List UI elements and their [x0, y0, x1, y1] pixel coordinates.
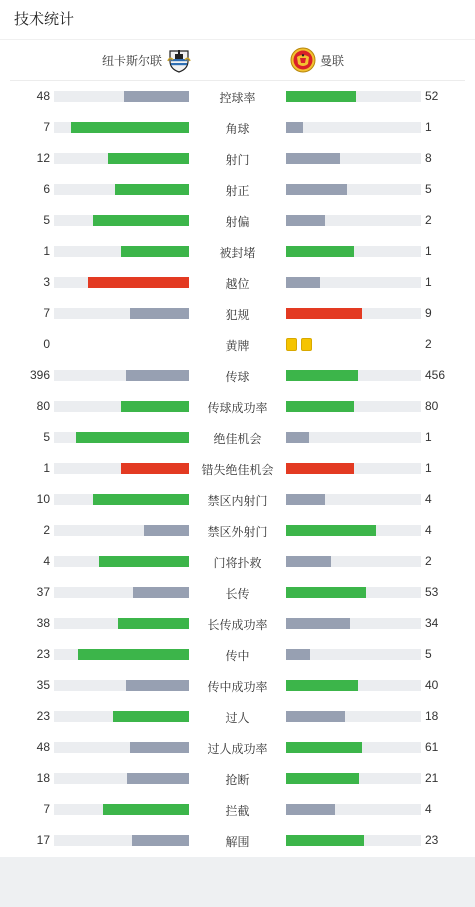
stat-label: 越位: [225, 277, 250, 291]
home-bar: [76, 432, 189, 443]
home-bar-track: [54, 153, 189, 164]
home-bar-track: [54, 432, 189, 443]
away-bar-track: [286, 587, 421, 598]
away-bar: [286, 804, 335, 815]
home-bar-track: [54, 711, 189, 722]
stat-row: [0, 112, 475, 143]
home-value: 17: [36, 833, 50, 847]
away-value: 1: [425, 244, 432, 258]
home-bar: [121, 463, 189, 474]
away-value: 18: [425, 709, 439, 723]
stat-label: 门将扑救: [213, 556, 262, 570]
home-bar: [88, 277, 189, 288]
home-bar-track: [54, 246, 189, 257]
home-bar: [126, 370, 189, 381]
stat-row: [0, 670, 475, 701]
away-bar-track: [286, 711, 421, 722]
home-value: 7: [43, 306, 50, 320]
away-bar-track: [286, 463, 421, 474]
away-bar-track: [286, 215, 421, 226]
stat-row: [0, 732, 475, 763]
home-value: 7: [43, 120, 50, 134]
away-value: 1: [425, 275, 432, 289]
home-bar-track: [54, 122, 189, 133]
stat-label: 禁区外射门: [207, 525, 268, 539]
away-bar: [286, 618, 350, 629]
home-bar-track: [54, 184, 189, 195]
away-bar: [286, 215, 325, 226]
stat-label: 传球成功率: [207, 401, 268, 415]
stat-label: 长传: [225, 587, 250, 601]
stat-label: 传中: [225, 649, 250, 663]
away-bar: [286, 835, 364, 846]
home-value: 48: [36, 740, 50, 754]
stat-label: 传球: [225, 370, 250, 384]
away-bar: [286, 370, 358, 381]
home-bar: [132, 835, 189, 846]
home-value: 37: [36, 585, 50, 599]
away-value: 53: [425, 585, 439, 599]
home-bar: [126, 680, 189, 691]
home-bar-track: [54, 308, 189, 319]
stat-row: [0, 453, 475, 484]
home-bar-track: [54, 525, 189, 536]
stat-row: [0, 608, 475, 639]
away-bar-track: [286, 556, 421, 567]
away-bar: [286, 277, 320, 288]
home-bar: [93, 494, 189, 505]
home-value: 38: [36, 616, 50, 630]
stat-label: 射正: [225, 184, 250, 198]
away-bar-track: [286, 91, 421, 102]
home-value: 23: [36, 709, 50, 723]
home-bar-track: [54, 835, 189, 846]
home-team-name: 纽卡斯尔联: [101, 53, 162, 68]
away-value: 1: [425, 120, 432, 134]
away-bar: [286, 246, 354, 257]
stat-row: [0, 577, 475, 608]
away-value: 1: [425, 461, 432, 475]
home-bar: [93, 215, 189, 226]
away-team-name: 曼联: [320, 53, 345, 68]
stat-row: [0, 515, 475, 546]
away-bar-track: [286, 494, 421, 505]
home-team[interactable]: [102, 47, 192, 73]
stat-row: [0, 267, 475, 298]
home-bar-track: [54, 401, 189, 412]
away-bar-track: [286, 804, 421, 815]
away-yellow-cards: [286, 338, 312, 351]
away-bar-track: [286, 525, 421, 536]
away-value: 52: [425, 89, 439, 103]
away-bar: [286, 308, 362, 319]
home-bar-track: [54, 618, 189, 629]
away-value: 23: [425, 833, 439, 847]
stat-label: 长传成功率: [207, 618, 268, 632]
away-value: 4: [425, 802, 432, 816]
away-bar-track: [286, 153, 421, 164]
home-bar-track: [54, 773, 189, 784]
stat-label: 绝佳机会: [213, 432, 262, 446]
home-bar: [103, 804, 189, 815]
stat-label: 射门: [225, 153, 250, 167]
home-bar: [144, 525, 189, 536]
away-value: 34: [425, 616, 439, 630]
home-value: 7: [43, 802, 50, 816]
home-bar: [78, 649, 189, 660]
home-value: 10: [36, 492, 50, 506]
stat-label: 黄牌: [225, 339, 250, 353]
stat-label: 控球率: [219, 91, 256, 105]
home-bar: [115, 184, 189, 195]
away-bar-track: [286, 246, 421, 257]
away-value: 61: [425, 740, 439, 754]
stat-label: 禁区内射门: [207, 494, 268, 508]
away-value: 80: [425, 399, 439, 413]
teams-header: [10, 40, 465, 81]
home-bar-track: [54, 804, 189, 815]
home-value: 35: [36, 678, 50, 692]
stat-label: 被封堵: [219, 246, 256, 260]
away-bar-track: [286, 773, 421, 784]
away-bar: [286, 525, 376, 536]
home-bar-track: [54, 91, 189, 102]
home-value: 5: [43, 430, 50, 444]
stat-label: 过人: [225, 711, 250, 725]
away-bar: [286, 153, 340, 164]
away-value: 2: [425, 213, 432, 227]
away-value: 21: [425, 771, 439, 785]
away-bar: [286, 556, 331, 567]
away-value: 9: [425, 306, 432, 320]
home-bar-track: [54, 680, 189, 691]
home-bar: [130, 742, 189, 753]
away-bar-track: [286, 680, 421, 691]
away-value: 1: [425, 430, 432, 444]
stat-row: [0, 205, 475, 236]
home-value: 1: [43, 244, 50, 258]
stat-row: [0, 701, 475, 732]
stat-row: [0, 236, 475, 267]
away-bar-track: [286, 370, 421, 381]
home-value: 12: [36, 151, 50, 165]
yellow-card-icon: [286, 338, 297, 351]
away-bar: [286, 401, 354, 412]
away-bar-track: [286, 308, 421, 319]
away-value: 4: [425, 523, 432, 537]
stat-row: [0, 763, 475, 794]
stat-row: [0, 391, 475, 422]
away-bar-track: [286, 618, 421, 629]
away-value: 456: [425, 368, 446, 382]
away-value: 2: [425, 554, 432, 568]
home-bar-track: [54, 587, 189, 598]
away-value: 4: [425, 492, 432, 506]
home-bar: [127, 773, 189, 784]
away-bar: [286, 649, 310, 660]
stat-row: [0, 639, 475, 670]
away-bar: [286, 463, 354, 474]
away-value: 5: [425, 182, 432, 196]
stat-label: 角球: [225, 122, 250, 136]
newcastle-crest-icon: [166, 47, 192, 73]
home-bar: [130, 308, 189, 319]
away-bar-track: [286, 649, 421, 660]
home-value: 23: [36, 647, 50, 661]
stat-label: 传中成功率: [207, 680, 268, 694]
home-value: 1: [43, 461, 50, 475]
stat-row: [0, 360, 475, 391]
home-bar-track: [54, 649, 189, 660]
away-bar: [286, 494, 325, 505]
away-team[interactable]: [290, 47, 344, 73]
away-value: 5: [425, 647, 432, 661]
home-value: 6: [43, 182, 50, 196]
away-value: 40: [425, 678, 439, 692]
away-bar: [286, 742, 362, 753]
home-bar: [133, 587, 189, 598]
home-bar: [99, 556, 189, 567]
stat-row: [0, 825, 475, 856]
home-bar-track: [54, 556, 189, 567]
stat-row: [0, 546, 475, 577]
away-bar-track: [286, 122, 421, 133]
stat-row: [0, 174, 475, 205]
home-bar: [113, 711, 189, 722]
away-bar: [286, 587, 366, 598]
away-bar-track: [286, 401, 421, 412]
away-bar: [286, 184, 347, 195]
home-value: 2: [43, 523, 50, 537]
away-bar: [286, 91, 356, 102]
stats-list: [0, 81, 475, 856]
away-bar: [286, 680, 358, 691]
home-bar-track: [54, 742, 189, 753]
stat-row: [0, 81, 475, 112]
away-bar: [286, 122, 303, 133]
stat-row: [0, 794, 475, 825]
stat-label: 拦截: [225, 804, 250, 818]
stat-label: 射偏: [225, 215, 250, 229]
stat-label: 犯规: [225, 308, 250, 322]
man-utd-crest-icon: [290, 47, 316, 73]
away-bar: [286, 773, 359, 784]
stat-row: [0, 329, 475, 360]
home-value: 18: [36, 771, 50, 785]
stat-label: 抢断: [225, 773, 250, 787]
stat-row: [0, 298, 475, 329]
away-bar-track: [286, 742, 421, 753]
stat-row: [0, 484, 475, 515]
stat-label: 错失绝佳机会: [201, 463, 274, 477]
home-value: 396: [29, 368, 50, 382]
home-bar-track: [54, 370, 189, 381]
home-value: 4: [43, 554, 50, 568]
home-value: 5: [43, 213, 50, 227]
away-bar-track: [286, 432, 421, 443]
page-title: 技术统计: [0, 0, 475, 40]
home-bar: [124, 91, 189, 102]
away-bar: [286, 432, 309, 443]
stat-row: [0, 422, 475, 453]
home-bar-track: [54, 463, 189, 474]
yellow-card-icon: [301, 338, 312, 351]
home-bar-track: [54, 277, 189, 288]
home-value: 3: [43, 275, 50, 289]
home-value: 0: [43, 337, 50, 351]
home-bar-track: [54, 215, 189, 226]
away-value: 2: [425, 337, 432, 351]
home-value: 48: [36, 89, 50, 103]
home-bar-track: [54, 494, 189, 505]
home-value: 80: [36, 399, 50, 413]
away-bar-track: [286, 184, 421, 195]
stat-label: 过人成功率: [207, 742, 268, 756]
away-bar-track: [286, 277, 421, 288]
home-bar: [121, 246, 189, 257]
stat-row: [0, 143, 475, 174]
home-bar: [71, 122, 189, 133]
home-bar: [108, 153, 189, 164]
stat-label: 解围: [225, 835, 250, 849]
away-bar-track: [286, 835, 421, 846]
home-bar: [118, 618, 189, 629]
home-bar: [121, 401, 189, 412]
away-value: 8: [425, 151, 432, 165]
away-bar: [286, 711, 345, 722]
